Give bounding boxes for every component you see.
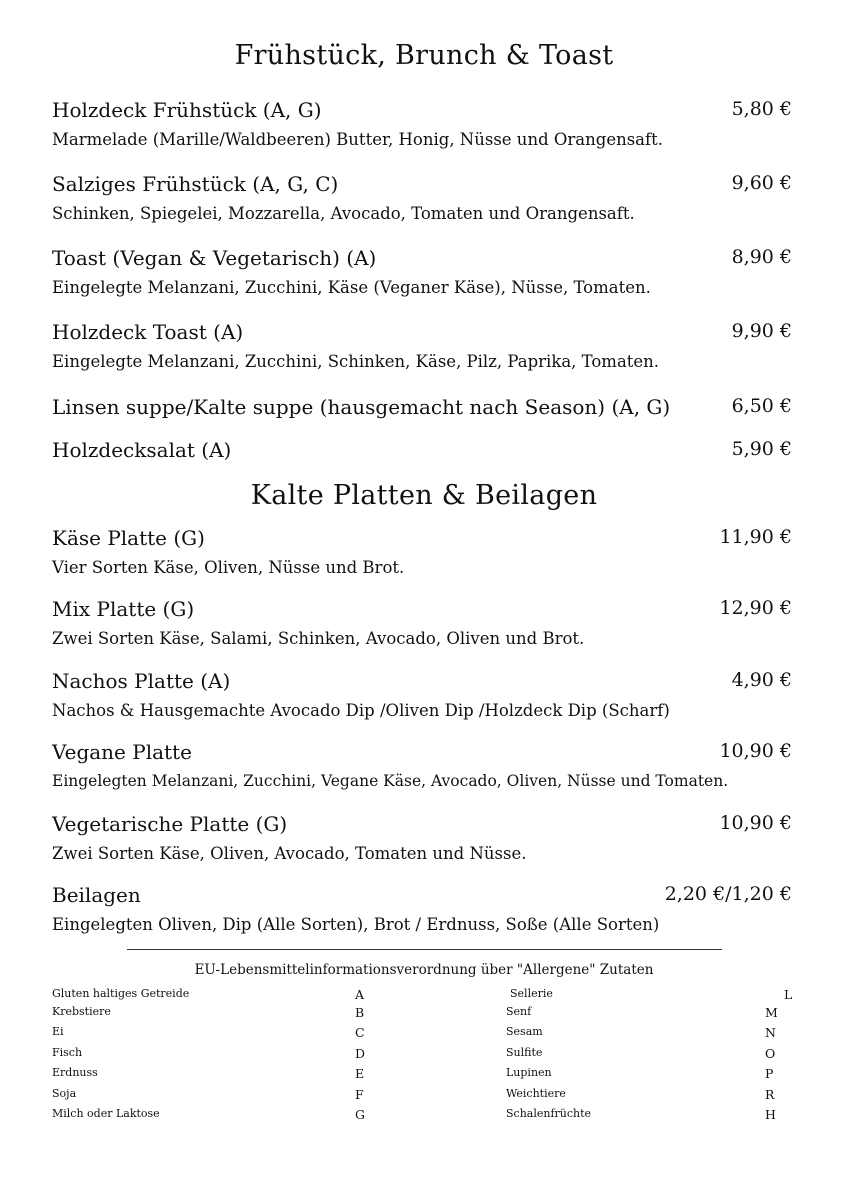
allergen-code: B — [355, 1005, 365, 1020]
allergen-label: Gluten haltiges Getreide — [52, 987, 190, 1000]
section-title-kalte-platten: Kalte Platten & Beilagen — [250, 480, 598, 511]
item-name: Holzdeck Frühstück (A, G) — [52, 98, 322, 122]
allergen-label: Weichtiere — [506, 1087, 566, 1100]
menu-item — [52, 246, 792, 297]
item-price: 10,90 € — [719, 740, 792, 762]
item-price: 8,90 € — [731, 246, 792, 268]
menu-item — [52, 740, 792, 790]
item-description: Schinken, Spiegelei, Mozzarella, Avocado, Tomaten und Orangensaft. — [52, 204, 635, 223]
item-price: 9,60 € — [731, 172, 792, 194]
menu-item — [52, 320, 792, 371]
allergen-code: E — [355, 1066, 365, 1081]
item-description: Zwei Sorten Käse, Oliven, Avocado, Tomaten und Nüsse. — [52, 844, 527, 863]
menu-item — [52, 172, 792, 223]
allergen-code: P — [765, 1066, 774, 1081]
item-name: Vegetarische Platte (G) — [52, 812, 288, 836]
item-price: 12,90 € — [719, 597, 792, 619]
allergen-label: Sesam — [506, 1025, 543, 1038]
item-description: Marmelade (Marille/Waldbeeren) Butter, Honig, Nüsse und Orangensaft. — [52, 130, 663, 149]
item-name: Nachos Platte (A) — [52, 669, 231, 693]
item-name: Toast (Vegan & Vegetarisch) (A) — [52, 246, 377, 270]
item-price: 5,80 € — [731, 98, 792, 120]
item-description: Nachos & Hausgemachte Avocado Dip /Oliven Dip /Holzdeck Dip (Scharf) — [52, 701, 670, 720]
allergen-label: Milch oder Laktose — [52, 1107, 160, 1120]
allergen-label: Erdnuss — [52, 1066, 98, 1079]
allergen-code: R — [765, 1087, 775, 1102]
allergen-code: O — [765, 1046, 776, 1061]
item-name: Holzdeck Toast (A) — [52, 320, 244, 344]
item-price: 11,90 € — [719, 526, 792, 548]
allergen-label: Sulfite — [506, 1046, 543, 1059]
allergen-label: Senf — [506, 1005, 532, 1018]
item-name: Vegane Platte — [52, 740, 192, 764]
divider-line — [127, 949, 722, 950]
allergen-code: C — [355, 1025, 365, 1040]
allergen-code: A — [355, 987, 365, 1002]
menu-item — [52, 669, 792, 720]
allergen-code: G — [355, 1107, 365, 1122]
allergen-label: Ei — [52, 1025, 64, 1038]
allergen-label: Schalenfrüchte — [506, 1107, 592, 1120]
section-title-fruehstueck: Frühstück, Brunch & Toast — [234, 40, 614, 71]
item-name: Holzdecksalat (A) — [52, 438, 232, 462]
menu-item — [52, 526, 792, 577]
item-name: Beilagen — [52, 883, 141, 907]
allergen-code: M — [765, 1005, 778, 1020]
allergen-label: Sellerie — [510, 987, 553, 1000]
item-name: Käse Platte (G) — [52, 526, 205, 550]
allergen-code: H — [765, 1107, 776, 1122]
allergen-code: N — [765, 1025, 776, 1040]
allergen-code: D — [355, 1046, 366, 1061]
item-price: 9,90 € — [731, 320, 792, 342]
item-description: Zwei Sorten Käse, Salami, Schinken, Avocado, Oliven und Brot. — [52, 629, 585, 648]
allergen-label: Soja — [52, 1087, 77, 1100]
item-price: 4,90 € — [731, 669, 792, 691]
menu-item — [52, 98, 792, 149]
item-price: 10,90 € — [719, 812, 792, 834]
allergen-label: Lupinen — [506, 1066, 552, 1079]
menu-item — [52, 883, 792, 934]
menu-item — [52, 597, 792, 648]
allergen-heading: EU-Lebensmittelinformationsverordnung über "Allergene" Zutaten — [194, 962, 654, 978]
item-price: 6,50 € — [731, 395, 792, 417]
allergen-label: Fisch — [52, 1046, 83, 1059]
item-price: 2,20 €/1,20 € — [664, 883, 792, 905]
allergen-code: L — [784, 987, 793, 1002]
item-price: 5,90 € — [731, 438, 792, 460]
item-name: Linsen suppe/Kalte suppe (hausgemacht nach Season) (A, G) — [52, 395, 671, 419]
allergen-label: Krebstiere — [52, 1005, 111, 1018]
item-description: Eingelegten Melanzani, Zucchini, Vegane Käse, Avocado, Oliven, Nüsse und Tomaten. — [52, 772, 729, 790]
menu-item — [52, 395, 792, 425]
item-description: Vier Sorten Käse, Oliven, Nüsse und Brot. — [52, 558, 405, 577]
menu-item — [52, 812, 792, 863]
item-description: Eingelegten Oliven, Dip (Alle Sorten), Brot / Erdnuss, Soße (Alle Sorten) — [52, 915, 660, 934]
allergen-code: F — [355, 1087, 364, 1102]
item-name: Mix Platte (G) — [52, 597, 195, 621]
item-name: Salziges Frühstück (A, G, C) — [52, 172, 339, 196]
menu-item — [52, 438, 792, 468]
item-description: Eingelegte Melanzani, Zucchini, Schinken, Käse, Pilz, Paprika, Tomaten. — [52, 352, 660, 371]
item-description: Eingelegte Melanzani, Zucchini, Käse (Veganer Käse), Nüsse, Tomaten. — [52, 278, 651, 297]
